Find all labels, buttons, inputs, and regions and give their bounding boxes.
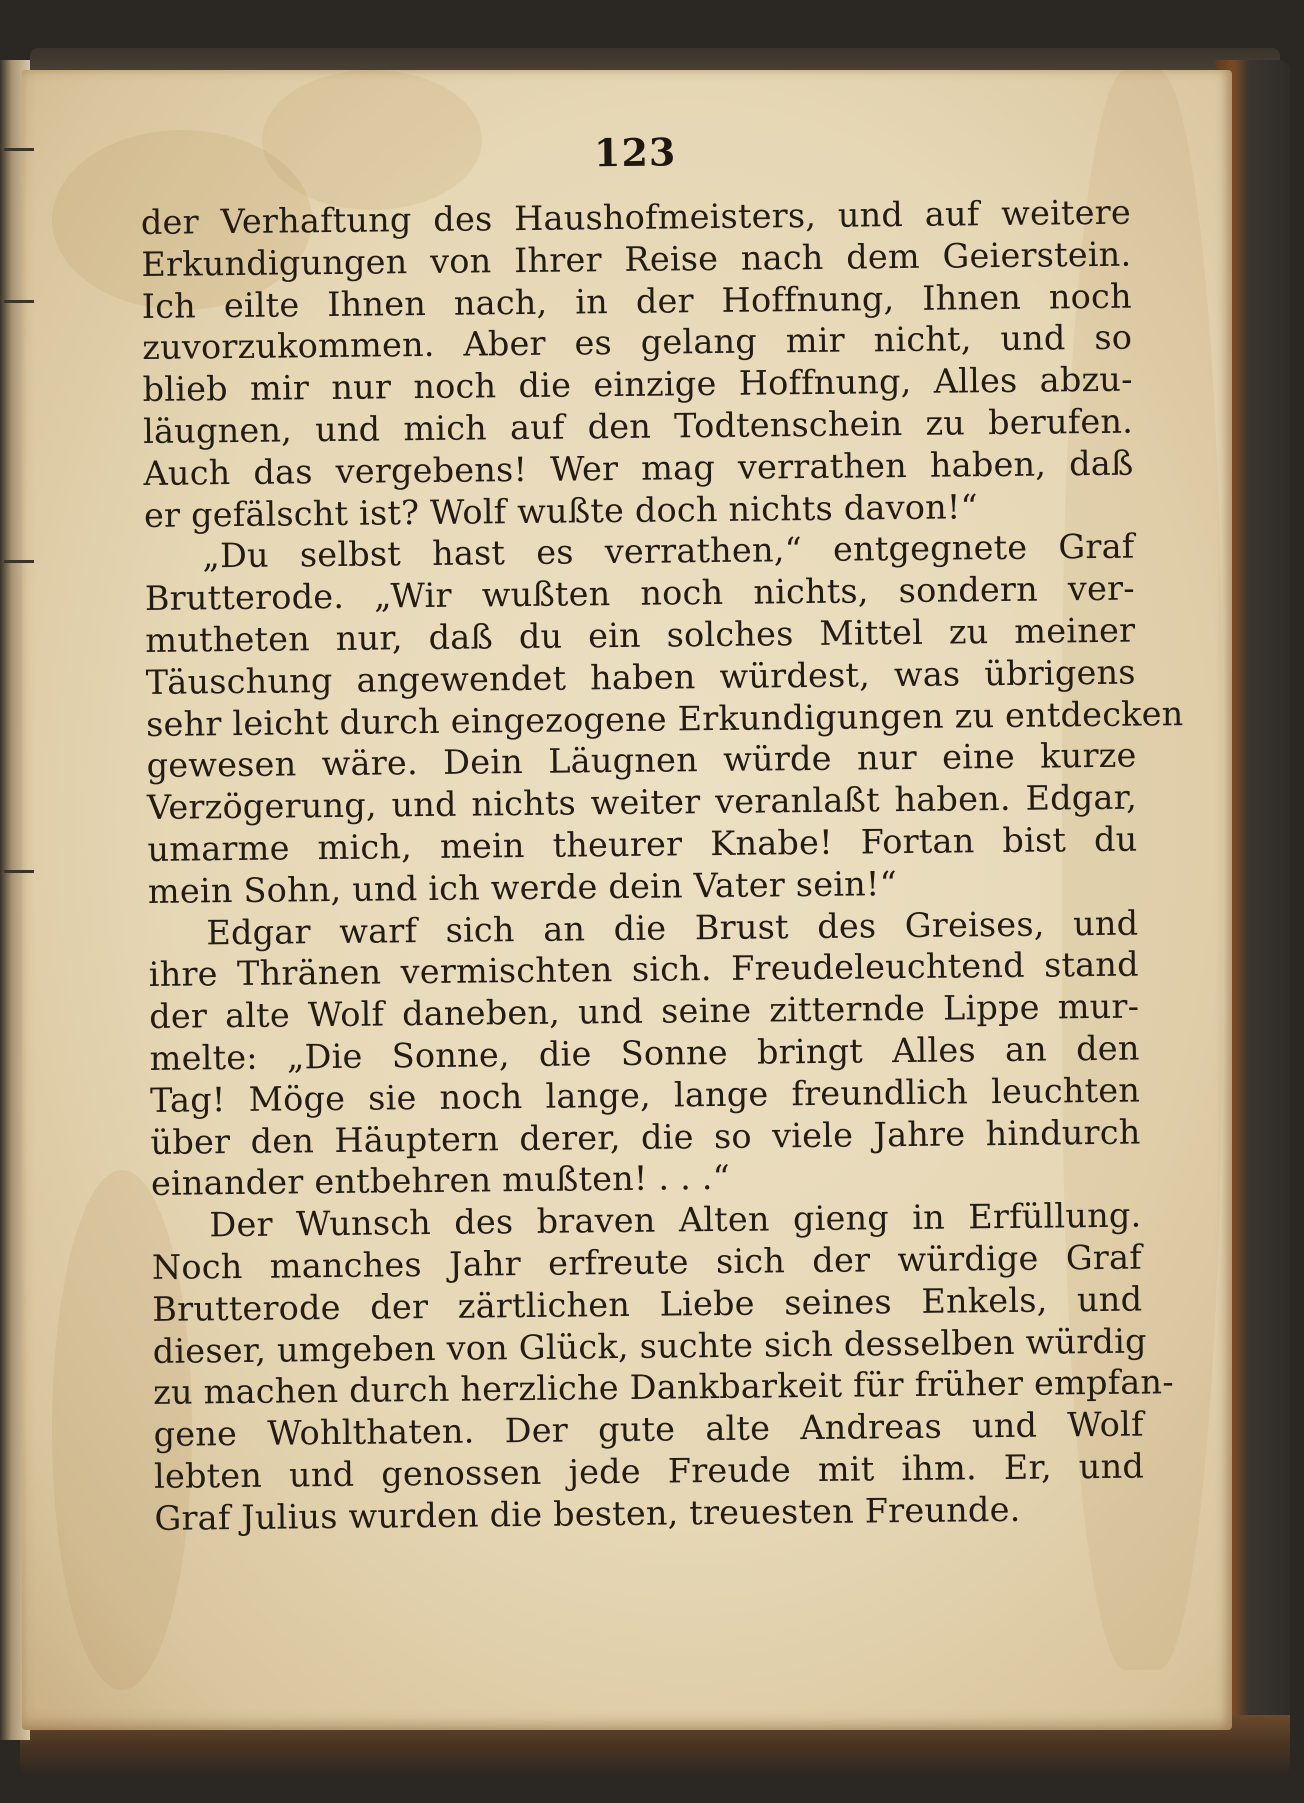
paragraph [148, 902, 1141, 1205]
text-line: der alte Wolf daneben, und seine zitternde Lippe mur- [149, 986, 1140, 1037]
paragraph [151, 1195, 1174, 1540]
gutter-mark [4, 870, 34, 873]
text-line: umarme mich, mein theurer Knabe! Fortan bist du [147, 819, 1138, 869]
text-line: er gefälscht ist? Wolf wußte doch nichts davon!“ [143, 486, 979, 535]
text-line: blieb mir nur noch die einzige Hoffnung, Alles abzu- [142, 359, 1133, 410]
page-number: 123 [593, 129, 677, 176]
text-line: Der Wunsch des braven Alten gieng in Erfüllung. [209, 1195, 1142, 1245]
gutter-mark [4, 148, 34, 151]
text-line: zu machen durch herzliche Dankbarkeit für früher empfan- [152, 1362, 1174, 1413]
text-line: läugnen, und mich auf den Todtenschein zu berufen. [142, 401, 1134, 451]
text-line: melte: „Die Sonne, die Sonne bringt Alles an den [149, 1028, 1140, 1078]
text-line: „Du selbst hast es verrathen,“ entgegnete Graf [202, 526, 1135, 576]
text-line: Graf Julius wurden die besten, treuesten Freunde. [154, 1489, 1021, 1538]
text-line: mutheten nur, daß du ein solches Mittel zu meiner [145, 610, 1136, 660]
text-line: dieser, umgeben von Glück, suchte sich desselben würdig [152, 1321, 1147, 1371]
text-line: Verzögerung, und nichts weiter veranlaßt haben. Edgar, [146, 777, 1138, 828]
text-line: lebten und genossen jede Freude mit ihm. Er, und [153, 1446, 1145, 1496]
text-line: Edgar warf sich an die Brust des Greises, und [206, 903, 1139, 952]
text-line: Ich eilte Ihnen nach, in der Hoffnung, Ihnen noch [141, 276, 1132, 326]
text-line: Brutterode. „Wir wußten noch nichts, sondern ver- [144, 568, 1136, 619]
text-line: gene Wohlthaten. Der gute alte Andreas und Wolf [153, 1404, 1144, 1455]
paragraph [144, 526, 1184, 913]
text-line: mein Sohn, und ich werde dein Vater sein!“ [147, 863, 898, 911]
text-line: sehr leicht durch eingezogene Erkundigungen zu entdecken [145, 693, 1184, 744]
page-text-block [140, 125, 1184, 1540]
text-line: zuvorzukommen. Aber es gelang mir nicht, und so [142, 318, 1133, 368]
paragraph [141, 192, 1134, 537]
text-line: gewesen wäre. Dein Läugnen würde nur eine kurze [146, 735, 1137, 786]
text-line: der Verhaftung des Haushofmeisters, und auf weitere [140, 192, 1132, 242]
text-line: Brutterode der zärtlichen Liebe seines Enkels, und [152, 1279, 1143, 1329]
text-line: Noch manches Jahr erfreute sich der würdige Graf [151, 1237, 1143, 1287]
text-line: ihre Thränen vermischten sich. Freudeleuchtend stand [148, 944, 1139, 995]
text-line: Erkundigungen von Ihrer Reise nach dem Geierstein. [141, 234, 1132, 284]
text-line: über den Häuptern derer, die so viele Jahre hindurch [150, 1112, 1141, 1162]
text-line: Täuschung angewendet haben würdest, was übrigens [145, 652, 1136, 702]
text-line: Tag! Möge sie noch lange, lange freundlich leuchten [149, 1070, 1141, 1120]
text-line: Auch das vergebens! Wer mag verrathen haben, daß [143, 443, 1134, 493]
gutter-mark [4, 300, 34, 303]
gutter-mark [4, 560, 34, 563]
text-line: einander entbehren mußten! . . .“ [150, 1158, 731, 1204]
